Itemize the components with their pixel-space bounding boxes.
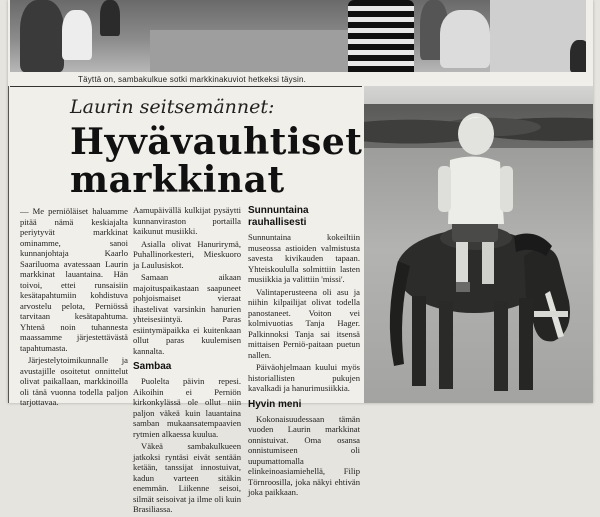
paragraph: Väkeä sambakulkueen jatkoksi ryntäsi eivät sentään ketään, tanssijat innostuivat, kadun varteen sitäkin enemmän. Liikenne seisoi, silmät seisoivat ja ilme oli kuin Brasiliassa. <box>133 441 241 514</box>
paragraph: Valintaperusteena oli asu ja niihin kilpailijat olivat todella panostaneet. Voiton vei kolmivuotias Tanja Hager. Palkinnoksi Tanja sai itsensä mittaisen Perniö-paitaan puetun nallen. <box>248 286 360 360</box>
paragraph: Sunnuntaina kokeiltiin museossa astioiden valmistusta savesta kivikauden tapaan. Yhteiskoululla solmittiin lasten musiikkia ja valittiin 'missi'. <box>248 232 360 284</box>
paragraph: Aamupäivällä kulkijat pysäytti kunnanviraston portailla kaikunut musiikki. <box>133 205 241 236</box>
paragraph: — Me perniöläiset haluamme pitää nämä keskiajalta periytyvät markkinat ominamme, sanoi kunnanjohtaja Kaarlo Saariluoma avatessaan Laurin markkinat lauantaina. Hän toivoi, ettei runsaisiin kesätapahtumiin kohdistuva arvostelu pelota, Perniössä tarvitaan kesätapahtuma. Yhtenä noin tuhannesta maassamme järjestettävästä tapahtumasta. <box>20 206 128 353</box>
article-kicker: Laurin seitsemännet: <box>70 96 275 118</box>
subheading-hyvin-meni: Hyvin meni <box>248 398 302 410</box>
subheading-sambaa: Sambaa <box>133 361 172 372</box>
paragraph: Päiväohjelmaan kuului myös historiallisten pukujen kavalkadi ja hanurimusiikkia. <box>248 362 360 393</box>
paragraph: Järjestelytoimikunnalle ja avustajille osoitetut onnittelut olivat paikallaan, markkinoilla oli tänä vuonna todella paljon tarjottavaa. <box>20 355 128 407</box>
article-headline: Hyvävauhtiset markkinat <box>70 121 363 201</box>
column-rule <box>8 86 9 403</box>
paragraph: Kokonaisuudessaan tämän vuoden Laurin markkinat onnistuivat. Oma osansa onnistumiseen oli uupumattomalla elinkeinoasiamiehellä, Filip Törnroosilla, joka näkyi ehtivän joka paikkaan. <box>248 413 360 497</box>
paragraph: Puolelta päivin repesi. Aikoihin ei Perniön kirkonkylässä ole ollut niin paljon väkeä kuin lauantaina samban mukaansatempaavien rytmien alkaessa kuulua. <box>133 376 241 439</box>
paragraph: Samaan aikaan majoituspaikastaan saapuneet pohjoismaiset vieraat ihastelivat varsinkin hanurien yhteisesiintyä. Paras esiintymäpaikka ei kuitenkaan ollut paras kuulemisen kannalta. <box>133 272 241 356</box>
article-column-2 <box>133 205 241 517</box>
article-column-1 <box>20 206 128 410</box>
photo-caption: Täyttä on, sambakulkue sotki markkinakuviot hetkeksi täysin. <box>78 75 307 84</box>
divider <box>10 86 362 87</box>
article-column-3 <box>248 205 360 500</box>
pony-rider-photo <box>364 86 593 403</box>
pony-illustration <box>364 86 593 403</box>
subheading-sunnuntaina: Sunnuntaina rauhallisesti <box>248 205 309 228</box>
paragraph: Asialla olivat Hanurirymä, Puhallinorkesteri, Mieskuoro ja Laulusiskot. <box>133 238 241 270</box>
top-photo <box>10 0 586 72</box>
